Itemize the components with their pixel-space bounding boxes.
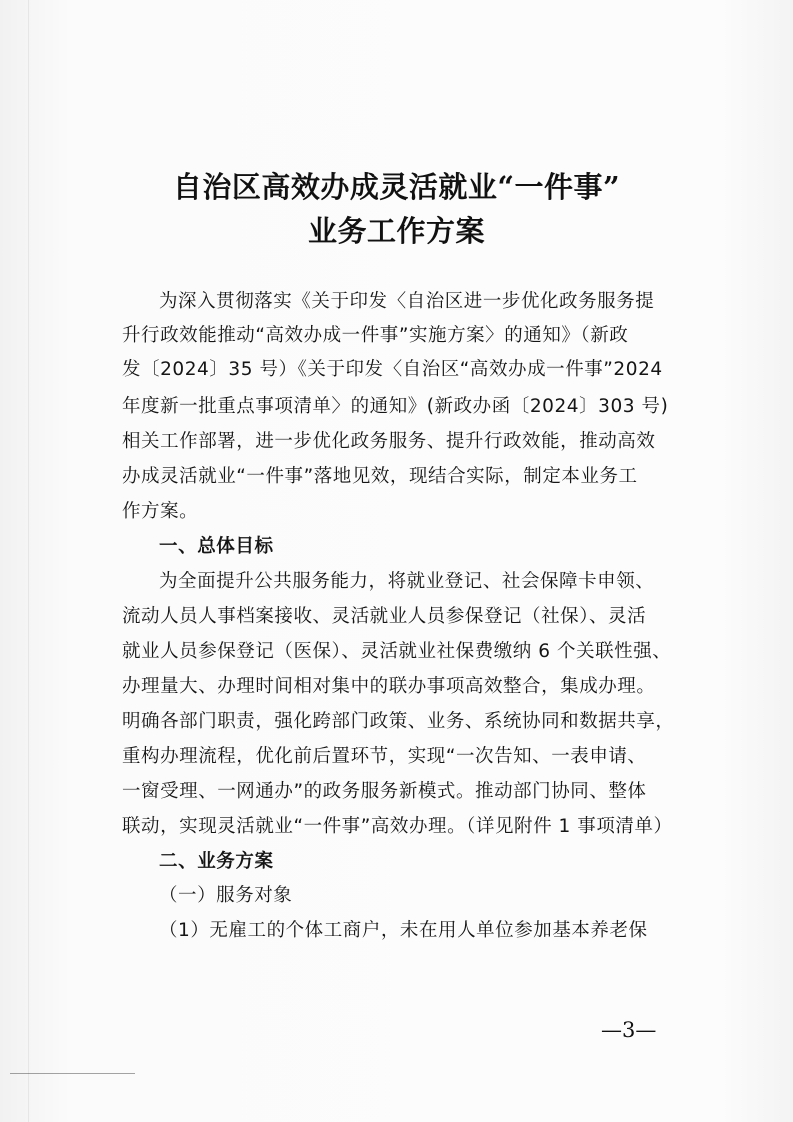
intro-paragraph-line: 为深入贯彻落实《关于印发〈自治区进一步优化政务服务提 [159,291,655,312]
intro-paragraph-line: 办成灵活就业“一件事”落地见效，现结合实际，制定本业务工 [122,466,638,487]
section1-paragraph-line: 流动人员人事档案接收、灵活就业人员参保登记（社保）、灵活 [122,606,647,627]
section1-paragraph-line: 一窗受理、一网通办”的政务服务新模式。推动部门协同、整体 [122,781,647,802]
section1-paragraph-line: 办理量大、办理时间相对集中的联办事项高效整合，集成办理。 [122,676,656,697]
intro-paragraph-line: 相关工作部署，进一步优化政务服务、提升行政效能，推动高效 [122,431,656,452]
section1-paragraph-line: 就业人员参保登记（医保）、灵活就业社保费缴纳 6 个关联性强、 [122,641,672,662]
section1-paragraph-line: 明确各部门职责，强化跨部门政策、业务、系统协同和数据共享， [122,711,675,732]
intro-paragraph-line: 作方案。 [122,501,199,522]
section-heading-business-plan: 二、业务方案 [159,851,274,872]
scan-bottom-rule [10,1073,135,1074]
subsection-heading-service-targets: （一）服务对象 [159,885,293,906]
section1-paragraph-line: 联动，实现灵活就业“一件事”高效办理。（详见附件 1 事项清单） [122,816,673,837]
document-title-line-2: 业务工作方案 [307,214,485,248]
list-item-line: （1）无雇工的个体工商户，未在用人单位参加基本养老保 [159,920,648,941]
intro-paragraph-line: 年度新一批重点事项清单〉的通知》(新政办函〔2024〕303 号) [122,396,669,417]
intro-paragraph-line: 升行政效能推动“高效办成一件事”实施方案〉的通知》（新政 [122,325,629,346]
intro-paragraph-line: 发〔2024〕35 号）《关于印发〈自治区“高效办成一件事”2024 [122,359,663,380]
document-title-line-1: 自治区高效办成灵活就业“一件事” [172,170,621,204]
section1-paragraph-line: 为全面提升公共服务能力，将就业登记、社会保障卡申领、 [159,571,655,592]
page-number: —3— [601,1018,657,1042]
section-heading-overall-goal: 一、总体目标 [159,536,274,557]
section1-paragraph-line: 重构办理流程，优化前后置环节，实现“一次告知、一表申请、 [122,746,647,767]
